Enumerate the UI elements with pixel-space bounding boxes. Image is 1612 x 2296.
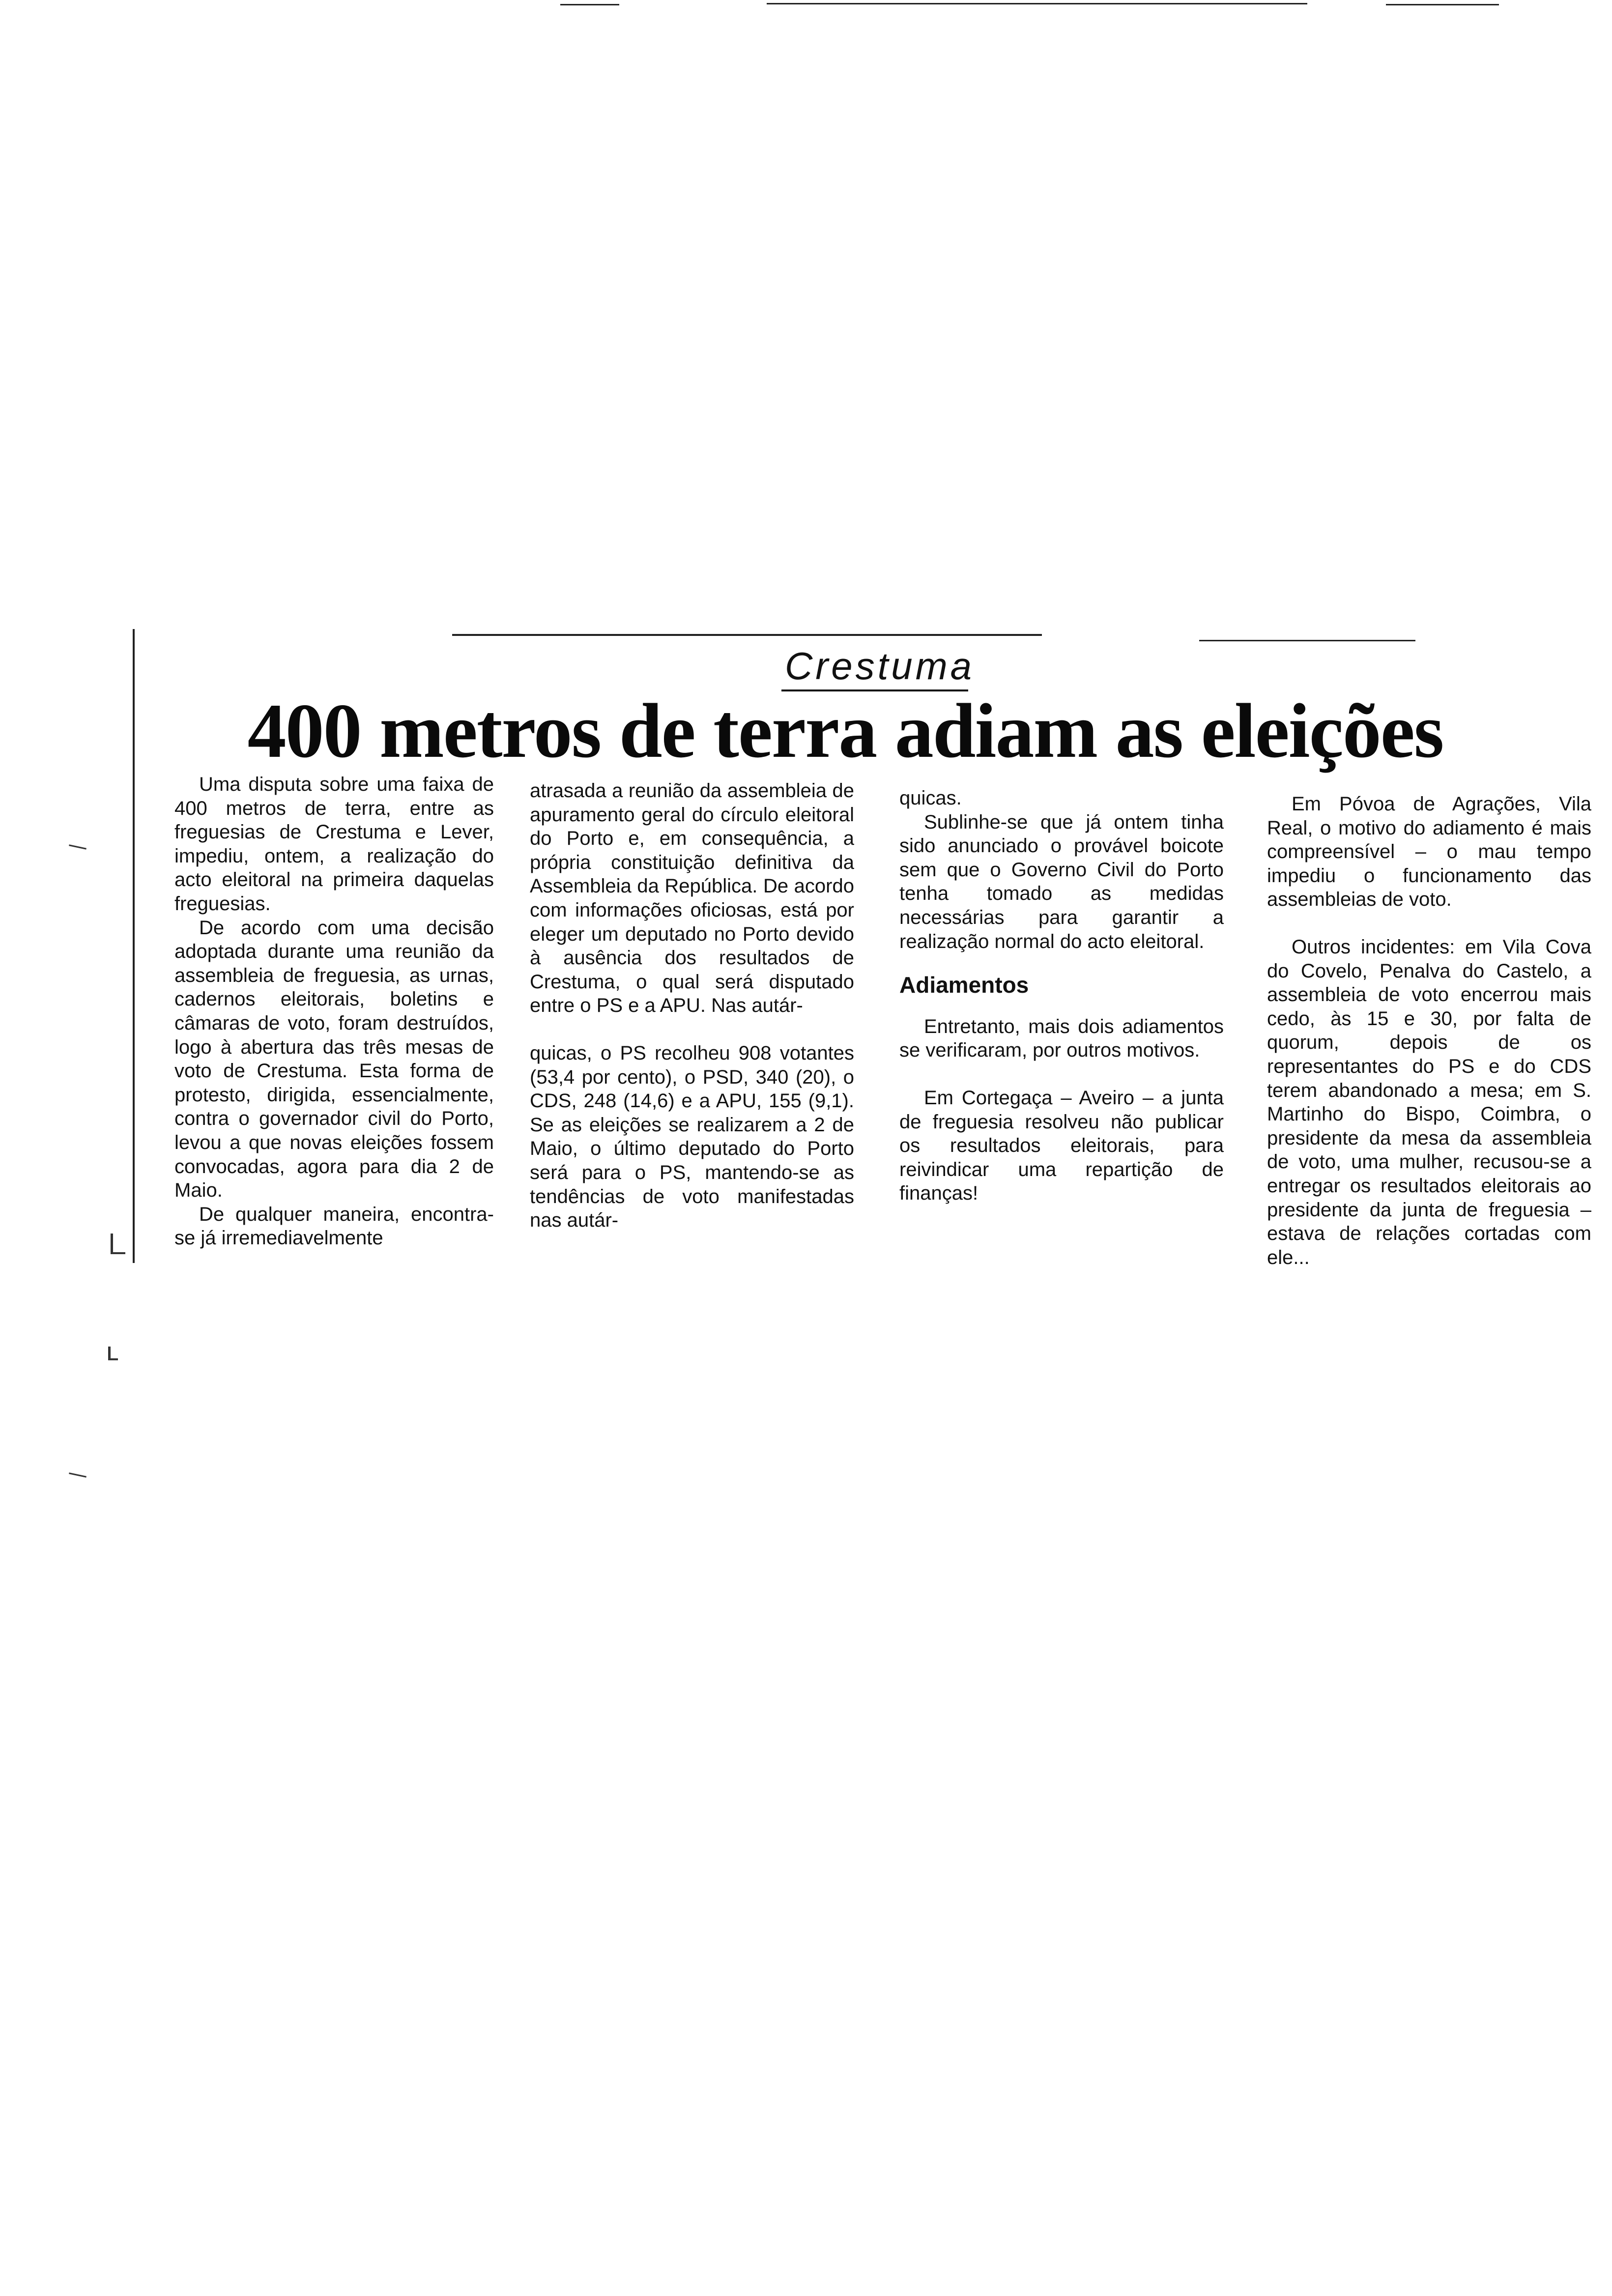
header-rule-right	[1199, 640, 1415, 641]
header-rule-left	[452, 634, 1042, 636]
article-headline: 400 metros de terra adiam as eleições	[247, 688, 1443, 774]
article-column-1	[174, 773, 494, 1250]
paragraph: De qualquer maneira, encontra-se já irremediavelmente	[174, 1203, 494, 1249]
paragraph: De acordo com uma decisão adoptada durante uma reunião da assembleia de freguesia, as urnas, cadernos eleitorais, boletins e câmaras de voto, foram destruídos, logo à abertura das três mesas de voto de Crestuma. Esta forma de protesto, dirigida, essencialmente, contra o governador civil do Porto, levou a que novas eleições fossem convocadas, agora para dia 2 de Maio.	[174, 917, 494, 1202]
top-scan-line-2	[767, 3, 1307, 4]
corner-mark-4	[108, 1358, 118, 1360]
corner-mark-2	[111, 1252, 125, 1254]
article-column-3	[899, 786, 1224, 1205]
margin-tick-2	[69, 1472, 86, 1477]
subheading: Adiamentos	[899, 972, 1029, 998]
top-scan-line-3	[1386, 4, 1499, 5]
corner-mark-1	[111, 1234, 113, 1253]
paragraph: Entretanto, mais dois adiamentos se verificaram, por outros motivos.	[899, 1015, 1224, 1062]
paragraph: atrasada a reunião da assembleia de apuramento geral do círculo eleitoral do Porto e, em consequência, a própria constituição definitiva da Assembleia da República. De acordo com informações oficiosas, está por eleger um deputado no Porto devido à ausência dos resultados de Crestuma, o qual será disputado entre o PS e a APU. Nas autár-	[530, 780, 854, 1017]
article-column-4	[1267, 792, 1591, 1269]
paragraph: Sublinhe-se que já ontem tinha sido anunciado o provável boicote sem que o Governo Civil do Porto tenha tomado as medidas necessárias para garantir a realização normal do acto eleitoral.	[899, 811, 1224, 952]
paragraph: Uma disputa sobre uma faixa de 400 metros de terra, entre as freguesias de Crestuma e Lever, impediu, ontem, a realização do acto eleitoral na primeira daquelas freguesias.	[174, 774, 494, 915]
corner-mark-3	[108, 1347, 111, 1359]
margin-tick-1	[69, 844, 86, 849]
top-scan-line-1	[560, 4, 619, 5]
paragraph: quicas, o PS recolheu 908 votantes (53,4 por cento), o PSD, 340 (20), o CDS, 248 (14,6) e a APU, 155 (9,1). Se as eleições se realizarem a 2 de Maio, o último deputado do Porto será para o PS, mantendo-se as tendências de voto manifestadas nas autár-	[530, 1042, 854, 1232]
paragraph: Em Póvoa de Agrações, Vila Real, o motivo do adiamento é mais compreensível – o mau tempo impediu o funcionamento das assembleias de voto.	[1267, 793, 1591, 911]
paragraph: Em Cortegaça – Aveiro – a junta de freguesia resolveu não publicar os resultados eleitorais, para reivindicar uma repartição de finanças!	[899, 1087, 1224, 1205]
clipping-left-border	[133, 629, 135, 1263]
paragraph: quicas.	[899, 787, 962, 809]
paragraph: Outros incidentes: em Vila Cova do Covelo, Penalva do Castelo, a assembleia de voto encerrou mais cedo, às 15 e 30, por falta de quorum, depois de os representantes do PS e do CDS terem abandonado a mesa; em S. Martinho do Bispo, Coimbra, o presidente da mesa da assembleia de voto, uma mulher, recusou-se a entregar os resultados eleitorais ao presidente da junta de freguesia – estava de relações cortadas com ele...	[1267, 936, 1591, 1268]
article-column-2	[530, 779, 854, 1233]
section-kicker: Crestuma	[784, 644, 975, 688]
